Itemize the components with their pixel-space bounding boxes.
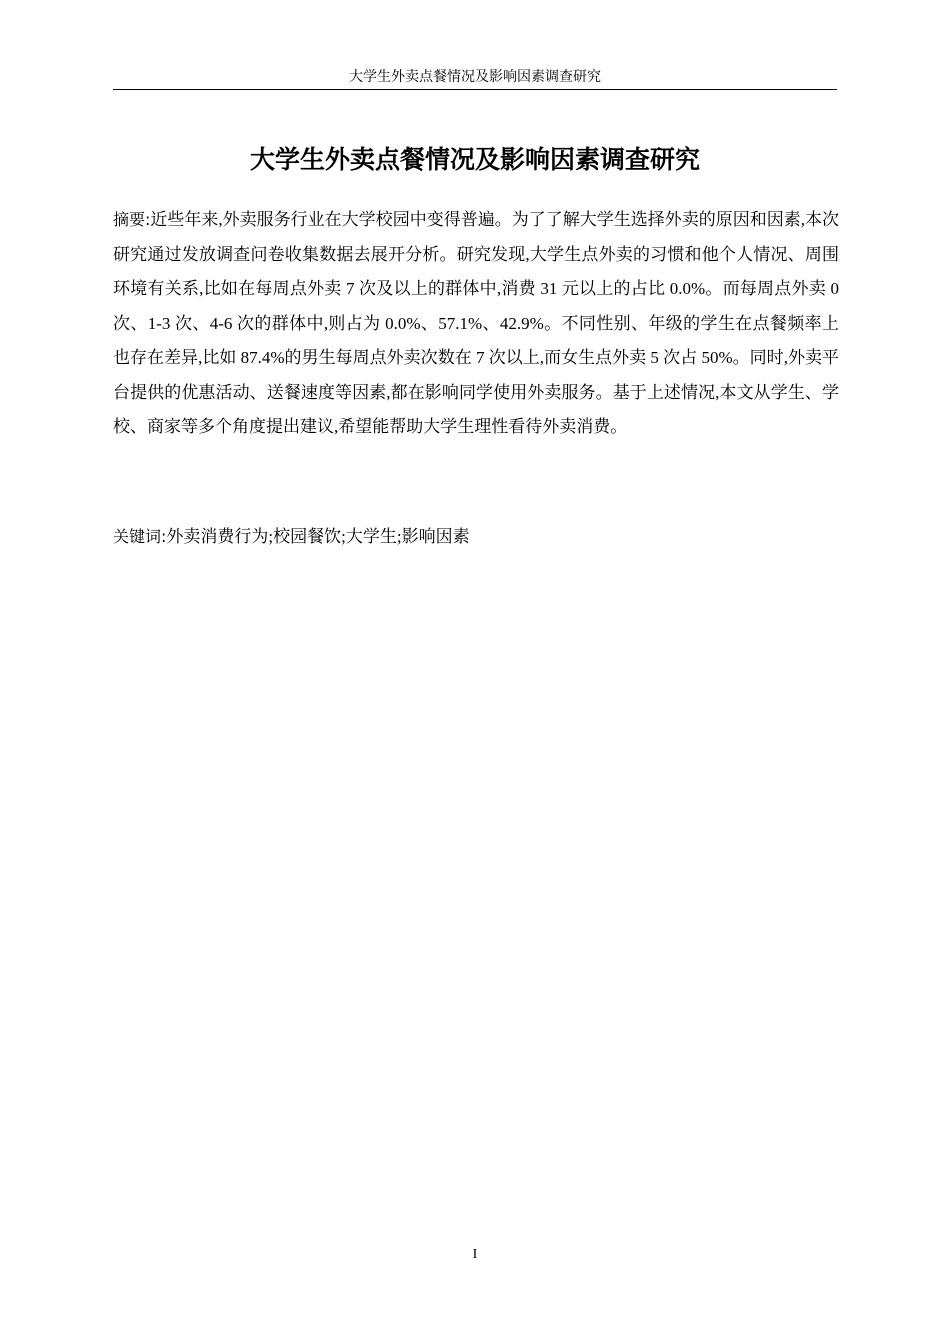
- abstract-paragraph: [113, 203, 839, 445]
- page-number: I: [472, 1247, 478, 1262]
- header-rule: [113, 89, 837, 90]
- keywords-text: 外卖消费行为;校园餐饮;大学生;影响因素: [166, 527, 470, 546]
- keywords-label: 关键词:: [113, 527, 167, 546]
- keywords-paragraph: [113, 520, 837, 554]
- running-header: 大学生外卖点餐情况及影响因素调查研究: [349, 70, 601, 85]
- abstract-label: 摘要:: [113, 210, 151, 229]
- page-title: 大学生外卖点餐情况及影响因素调查研究: [249, 145, 700, 174]
- abstract-text: 近些年来,外卖服务行业在大学校园中变得普遍。为了了解大学生选择外卖的原因和因素,本次研究通过发放调查问卷收集数据去展开分析。研究发现,大学生点外卖的习惯和他个人情况、周围环境有关系,比如在每周点外卖 7 次及以上的群体中,消费 31 元以上的占比 0.0%。而每周点外卖 0 次、1-3 次、4-6 次的群体中,则占为 0.0%、57.1%、42.9%。不同性别、年级的学生在点餐频率上也存在差异,比如 87.4%的男生每周点外卖次数在 7 次以上,而女生点外卖 5 次占 50%。同时,外卖平台提供的优惠活动、送餐速度等因素,都在影响同学使用外卖服务。基于上述情况,本文从学生、学校、商家等多个角度提出建议,希望能帮助大学生理性看待外卖消费。: [113, 210, 839, 436]
